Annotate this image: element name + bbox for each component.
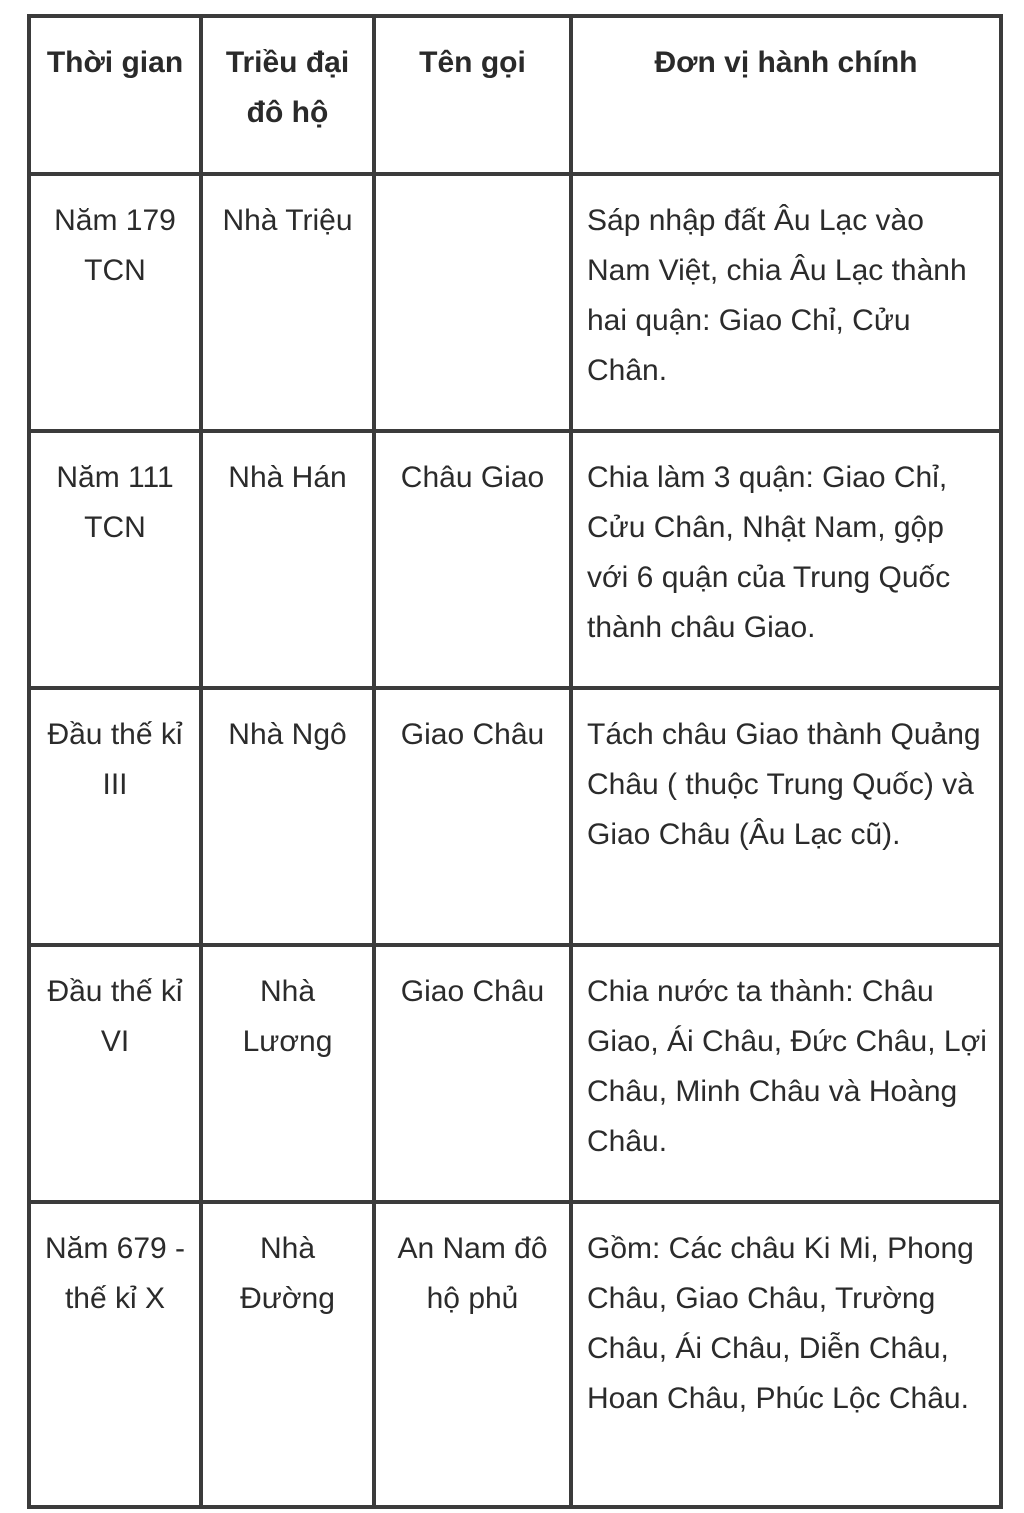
- table-row: [29, 174, 1001, 431]
- cell-dynasty: Nhà Triệu: [201, 174, 374, 431]
- cell-admin: Sáp nhập đất Âu Lạc vào Nam Việt, chia Âu Lạc thành hai quận: Giao Chỉ, Cửu Chân.: [571, 174, 1001, 431]
- cell-admin: Chia làm 3 quận: Giao Chỉ, Cửu Chân, Nhật Nam, gộp với 6 quận của Trung Quốc thành châu Giao.: [571, 431, 1001, 688]
- cell-time: Đầu thế kỉ VI: [29, 945, 201, 1202]
- table-row: [29, 688, 1001, 945]
- cell-time: Đầu thế kỉ III: [29, 688, 201, 945]
- cell-name: Giao Châu: [374, 945, 571, 1202]
- cell-dynasty: Nhà Ngô: [201, 688, 374, 945]
- cell-name: Giao Châu: [374, 688, 571, 945]
- cell-admin: Gồm: Các châu Ki Mi, Phong Châu, Giao Châu, Trường Châu, Ái Châu, Diễn Châu, Hoan Châu, Phúc Lộc Châu.: [571, 1202, 1001, 1507]
- table-row: [29, 431, 1001, 688]
- cell-dynasty: Nhà Đường: [201, 1202, 374, 1507]
- cell-time: Năm 679 - thế kỉ X: [29, 1202, 201, 1507]
- header-admin: Đơn vị hành chính: [571, 16, 1001, 174]
- cell-dynasty: Nhà Lương: [201, 945, 374, 1202]
- history-table: [27, 14, 1003, 1509]
- table-header-row: [29, 16, 1001, 174]
- cell-admin: Chia nước ta thành: Châu Giao, Ái Châu, Đức Châu, Lợi Châu, Minh Châu và Hoàng Châu.: [571, 945, 1001, 1202]
- header-dynasty: Triều đại đô hộ: [201, 16, 374, 174]
- header-time: Thời gian: [29, 16, 201, 174]
- cell-admin: Tách châu Giao thành Quảng Châu ( thuộc Trung Quốc) và Giao Châu (Âu Lạc cũ).: [571, 688, 1001, 945]
- cell-name: Châu Giao: [374, 431, 571, 688]
- cell-time: Năm 179 TCN: [29, 174, 201, 431]
- header-name: Tên gọi: [374, 16, 571, 174]
- cell-name: An Nam đô hộ phủ: [374, 1202, 571, 1507]
- cell-time: Năm 111 TCN: [29, 431, 201, 688]
- table-row: [29, 945, 1001, 1202]
- cell-dynasty: Nhà Hán: [201, 431, 374, 688]
- table-row: [29, 1202, 1001, 1507]
- cell-name: [374, 174, 571, 431]
